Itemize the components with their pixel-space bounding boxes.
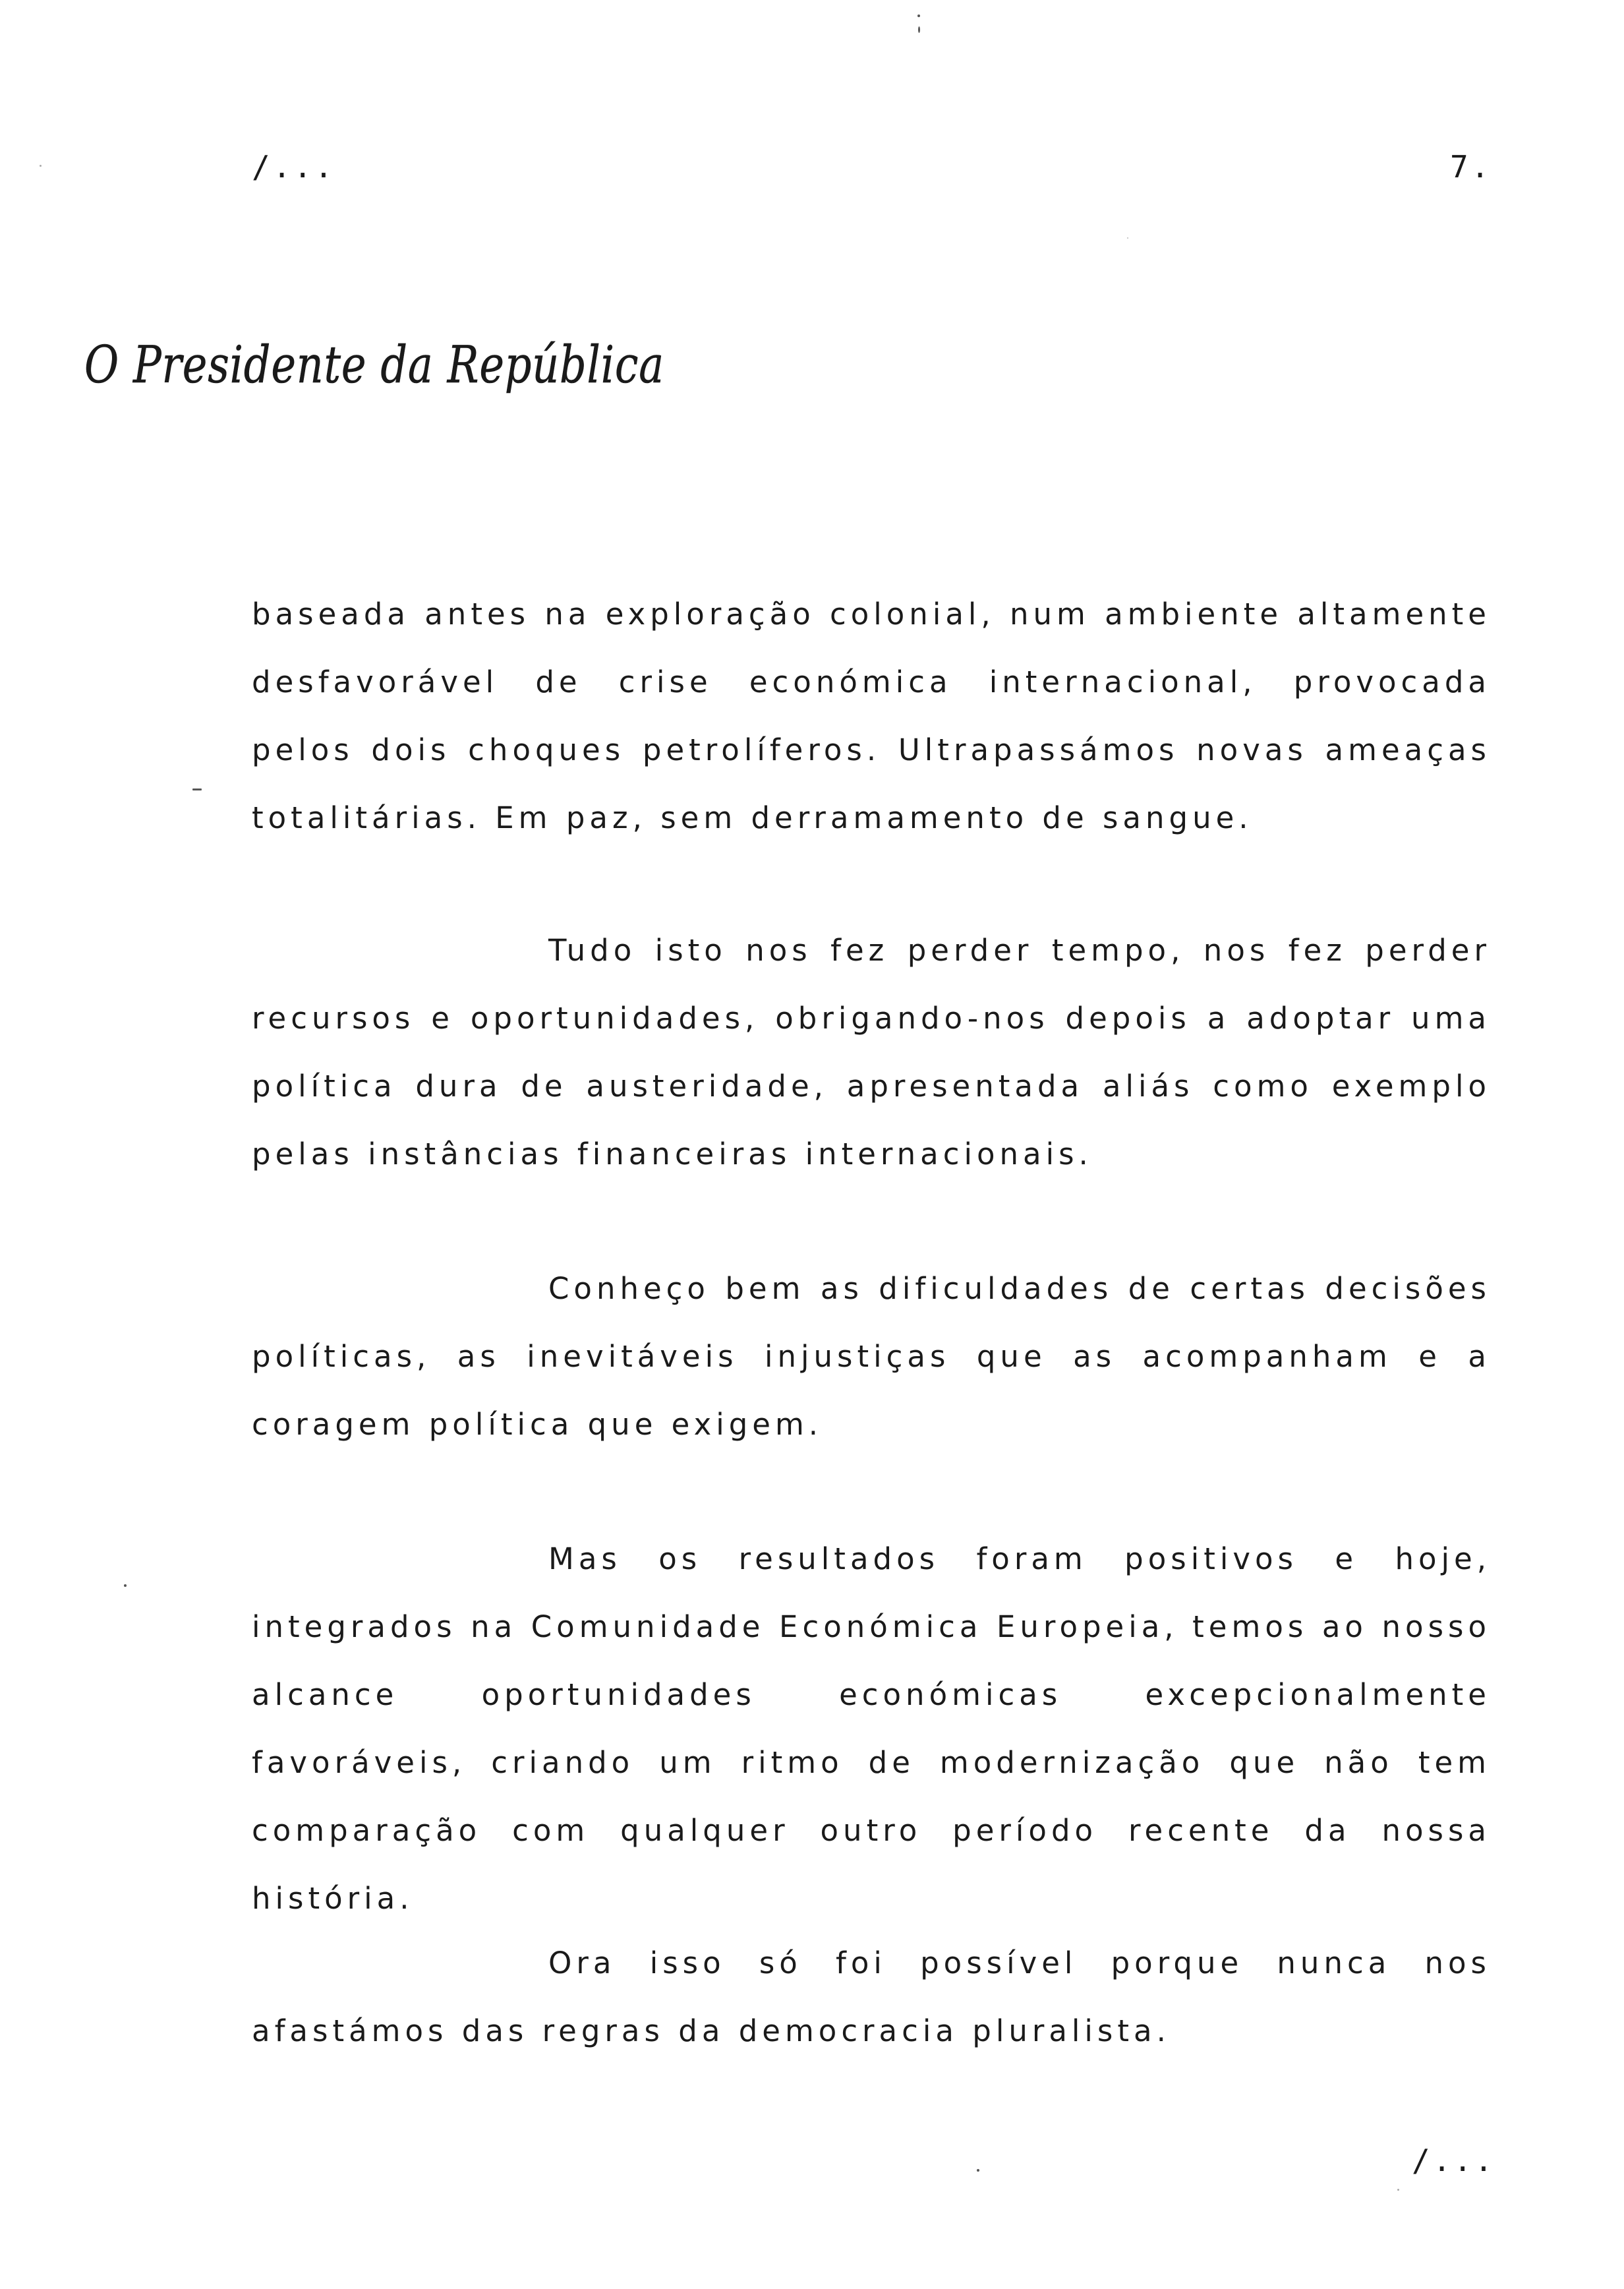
paragraph-1 — [252, 580, 1491, 852]
scan-speck — [40, 165, 42, 167]
letterhead-script-title — [80, 322, 674, 407]
scan-speck — [977, 2169, 979, 2172]
paragraph-text: Tudo isto nos fez perder tempo, nos fez perder recursos e oportunidades, obrigando-nos depois a adoptar uma política dura de austeridade, apresentada aliás como exemplo pelas instâncias financeiras internacionais. — [252, 933, 1491, 1172]
paragraph-text: Mas os resultados foram positivos e hoje, integrados na Comunidade Económica Europeia, temos ao nosso alcance oportunidades económicas excepcionalmente favoráveis, criando um ritmo de modernização que não tem comparação com qualquer outro período recente da nossa história. — [252, 1541, 1491, 1916]
scan-speck — [124, 1584, 127, 1587]
scan-speck — [917, 15, 920, 17]
scan-speck — [918, 26, 920, 33]
continuation-mark-bottom: /... — [1412, 2143, 1495, 2178]
scan-speck — [192, 788, 202, 790]
page-number: 7. — [1450, 149, 1492, 185]
paragraph-5 — [252, 1929, 1491, 2065]
paragraph-4 — [252, 1525, 1491, 1932]
paragraph-text: baseada antes na exploração colonial, num ambiente altamente desfavorável de crise económica internacional, provocada pelos dois choques petrolíferos. Ultrapassámos novas ameaças totalitárias. Em paz, sem derramamento de sangue. — [252, 597, 1491, 835]
letterhead-text: O Presidente da República — [84, 336, 664, 395]
scan-speck — [1127, 237, 1128, 239]
paragraph-text: Conheço bem as dificuldades de certas decisões políticas, as inevitáveis injustiças que as acompanham e a coragem política que exigem. — [252, 1271, 1491, 1442]
scan-speck — [1397, 2189, 1399, 2191]
paragraph-3 — [252, 1255, 1491, 1458]
continuation-mark-top: /... — [252, 149, 335, 185]
paragraph-2 — [252, 916, 1491, 1188]
paragraph-text: Ora isso só foi possível porque nunca nos afastámos das regras da democracia pluralista. — [252, 1946, 1491, 2048]
